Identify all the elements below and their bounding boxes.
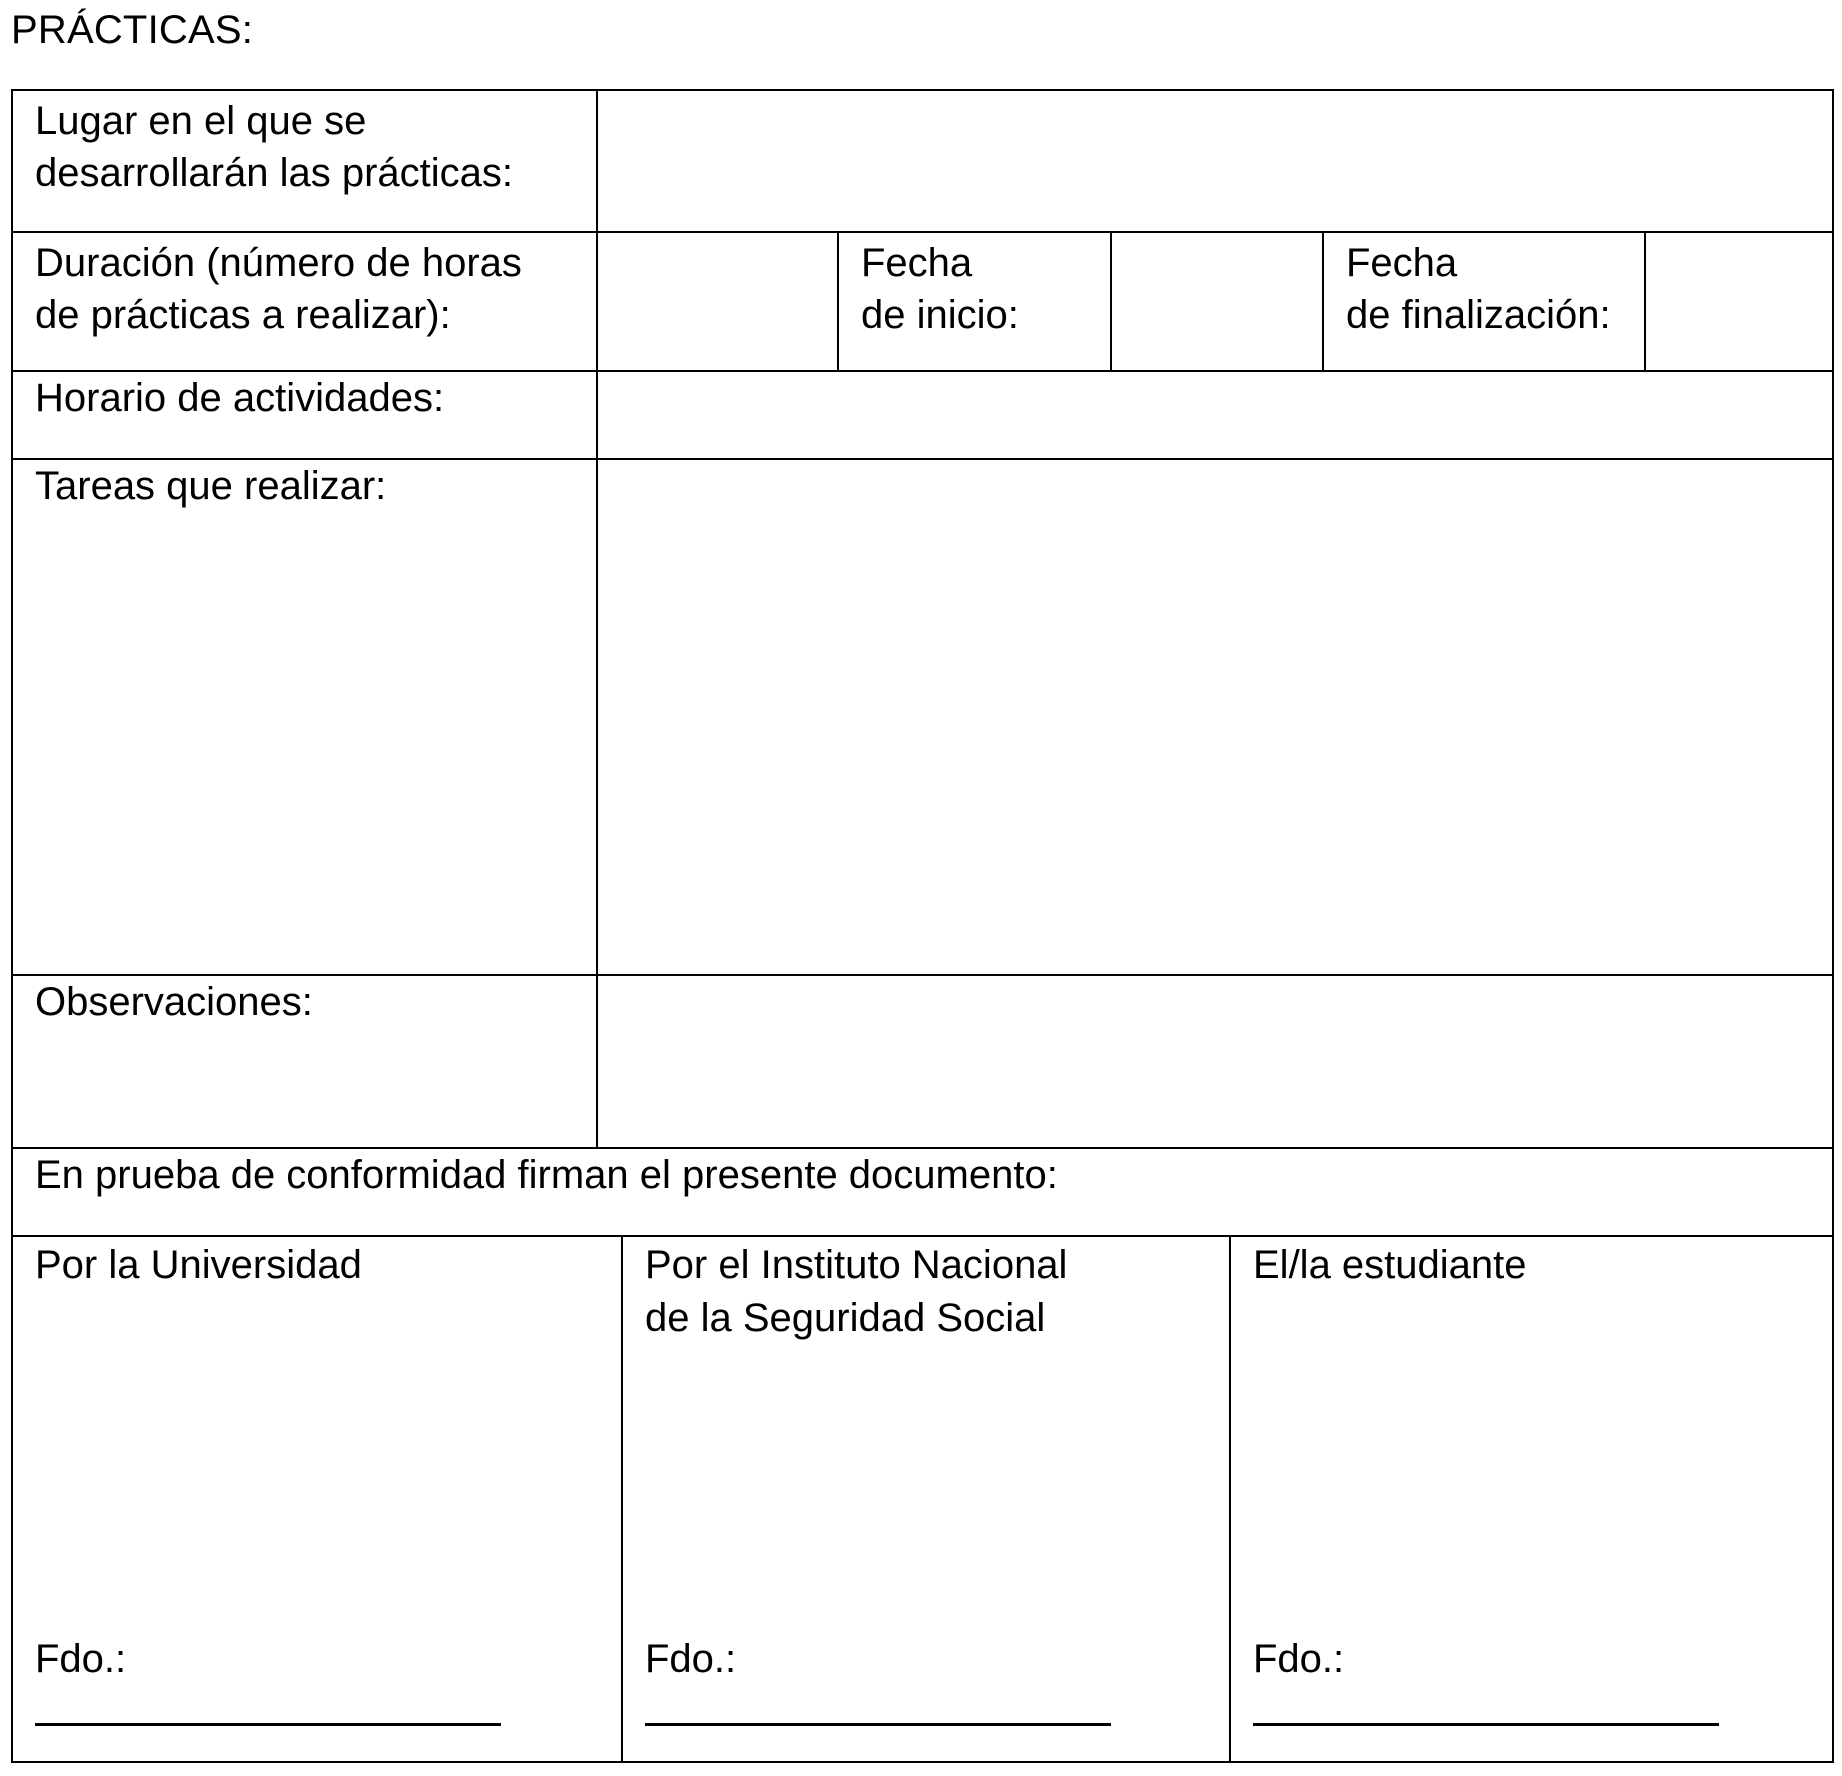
observaciones-label-cell bbox=[13, 976, 596, 1147]
fecha-inicio-field[interactable] bbox=[1110, 233, 1322, 370]
signature-line bbox=[645, 1723, 1111, 1726]
conformidad-text: En prueba de conformidad firman el presente documento: bbox=[35, 1153, 1058, 1197]
horario-label: Horario de actividades: bbox=[35, 376, 445, 420]
duracion-field[interactable] bbox=[596, 233, 837, 370]
duracion-value[interactable] bbox=[598, 233, 837, 370]
tareas-field[interactable] bbox=[596, 460, 1832, 974]
observaciones-label: Observaciones: bbox=[35, 980, 313, 1024]
tareas-label: Tareas que realizar: bbox=[35, 464, 387, 508]
row-duracion-fechas bbox=[13, 231, 1832, 370]
fecha-fin-label: Fecha de finalización: bbox=[1346, 241, 1611, 337]
fecha-fin-field[interactable] bbox=[1644, 233, 1832, 370]
signature-title: Por el Instituto Nacional de la Seguridad Social bbox=[645, 1243, 1068, 1340]
signature-universidad[interactable] bbox=[13, 1237, 621, 1761]
tareas-value[interactable] bbox=[598, 460, 1832, 974]
lugar-field[interactable] bbox=[596, 91, 1832, 231]
row-observaciones bbox=[13, 974, 1832, 1147]
practicas-form-table bbox=[11, 89, 1834, 1763]
row-lugar bbox=[13, 91, 1832, 231]
conformidad-cell bbox=[13, 1149, 1832, 1235]
signature-estudiante[interactable] bbox=[1229, 1237, 1832, 1761]
signature-line bbox=[1253, 1723, 1719, 1726]
duracion-label-cell bbox=[13, 233, 596, 370]
row-horario bbox=[13, 370, 1832, 458]
signature-title: El/la estudiante bbox=[1253, 1243, 1527, 1287]
signature-fdo-label: Fdo.: bbox=[645, 1637, 737, 1681]
row-signatures bbox=[13, 1235, 1832, 1761]
signature-fdo-label: Fdo.: bbox=[1253, 1637, 1345, 1681]
signature-title: Por la Universidad bbox=[35, 1243, 362, 1287]
row-conformidad bbox=[13, 1147, 1832, 1235]
fecha-inicio-label: Fecha de inicio: bbox=[861, 241, 1019, 337]
duracion-label: Duración (número de horas de prácticas a realizar): bbox=[35, 241, 522, 337]
fecha-inicio-value[interactable] bbox=[1112, 233, 1322, 370]
fecha-fin-label-cell bbox=[1322, 233, 1644, 370]
fecha-fin-value[interactable] bbox=[1646, 233, 1832, 370]
horario-label-cell bbox=[13, 372, 596, 458]
fecha-inicio-label-cell bbox=[837, 233, 1110, 370]
tareas-label-cell bbox=[13, 460, 596, 974]
signature-line bbox=[35, 1723, 501, 1726]
observaciones-value[interactable] bbox=[598, 976, 1832, 1147]
page-title: PRÁCTICAS: bbox=[11, 8, 254, 52]
signature-inss[interactable] bbox=[621, 1237, 1229, 1761]
horario-value[interactable] bbox=[598, 372, 1832, 458]
row-tareas bbox=[13, 458, 1832, 974]
observaciones-field[interactable] bbox=[596, 976, 1832, 1147]
signature-fdo-label: Fdo.: bbox=[35, 1637, 127, 1681]
horario-field[interactable] bbox=[596, 372, 1832, 458]
lugar-label: Lugar en el que se desarrollarán las prácticas: bbox=[35, 99, 513, 195]
lugar-label-cell bbox=[13, 91, 596, 231]
lugar-value[interactable] bbox=[598, 91, 1832, 231]
